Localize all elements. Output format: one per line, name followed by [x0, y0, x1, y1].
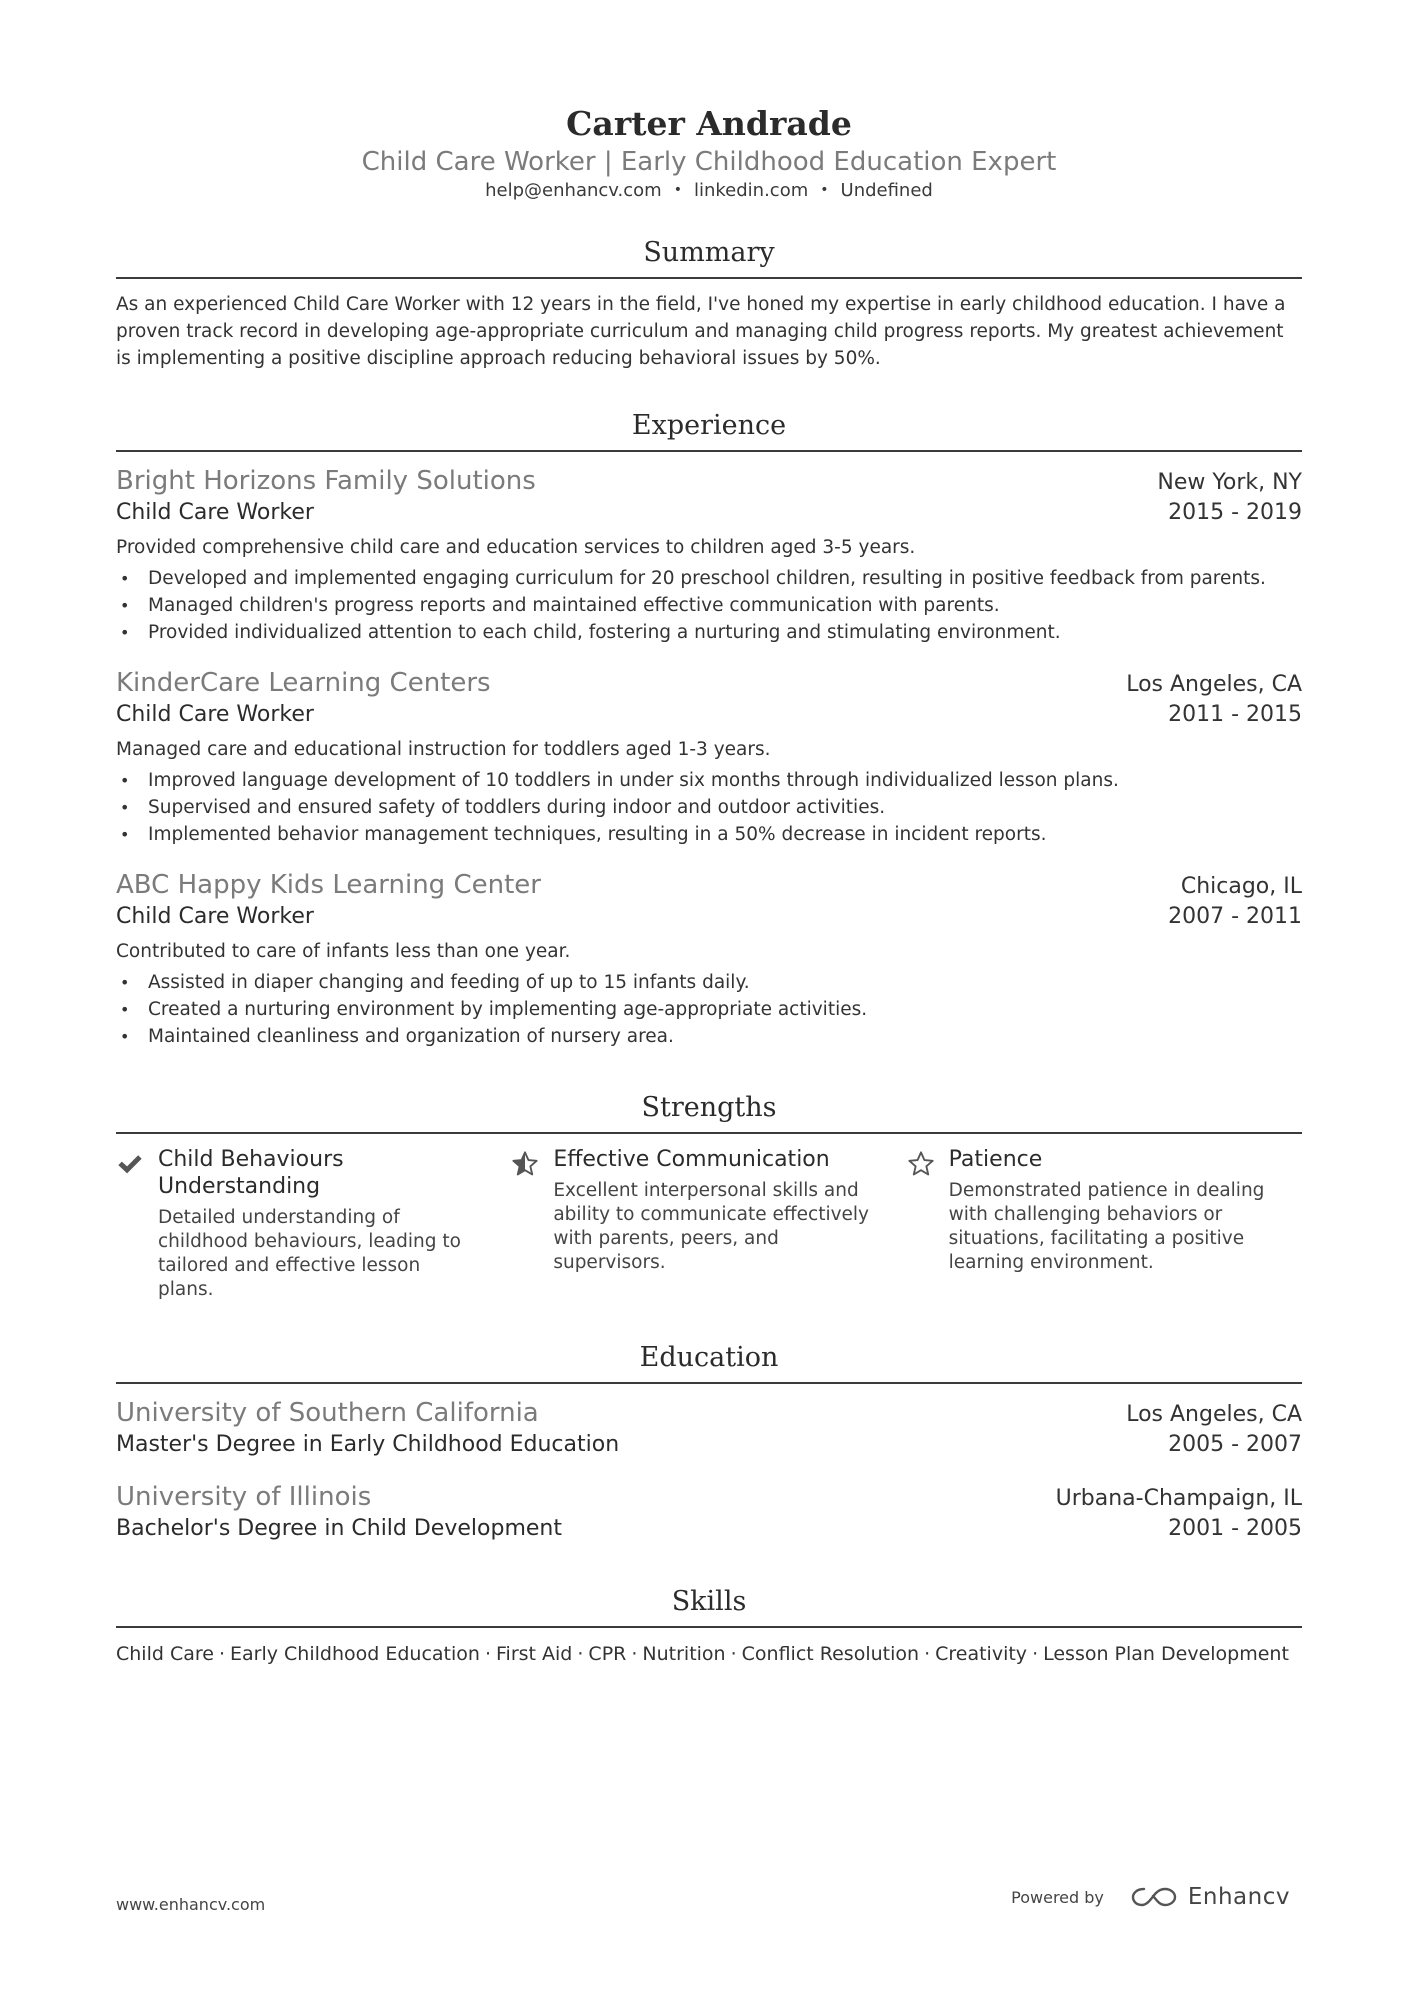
contact-linkedin[interactable]: linkedin.com: [693, 180, 809, 201]
school-location: Urbana-Champaign, IL: [1055, 1486, 1302, 1511]
list-item: • Supervised and ensured safety of toddlers during indoor and outdoor activities.: [116, 794, 1302, 821]
job-location: Chicago, IL: [1180, 874, 1302, 899]
job-dates: 2011 - 2015: [1168, 702, 1302, 727]
enhancv-logo-icon: [1130, 1884, 1178, 1910]
skill-item: First Aid: [496, 1643, 573, 1665]
list-item: • Implemented behavior management techniques, resulting in a 50% decrease in incident reports.: [116, 821, 1302, 848]
section-heading-summary: Summary: [116, 235, 1302, 279]
education-entry: [116, 1396, 1302, 1460]
job-company: ABC Happy Kids Learning Center: [116, 870, 541, 900]
job-entry: [116, 868, 1302, 1050]
education-dates: 2001 - 2005: [1168, 1516, 1302, 1541]
contact-line: [116, 178, 1302, 205]
job-dates: 2007 - 2011: [1168, 904, 1302, 929]
skills-list: Child Care · Early Childhood Education · First Aid · CPR · Nutrition · Conflict Resolution · Creativity · Lesson Plan Development: [116, 1643, 1289, 1665]
contact-location: Undefined: [840, 180, 933, 201]
bullet-icon: •: [120, 623, 130, 642]
footer-website[interactable]: www.enhancv.com: [116, 1895, 266, 1914]
skill-item: Creativity: [935, 1643, 1028, 1665]
list-item: • Assisted in diaper changing and feeding of up to 15 infants daily.: [116, 969, 1302, 996]
skill-item: Lesson Plan Development: [1043, 1643, 1289, 1665]
list-item: • Developed and implemented engaging curriculum for 20 preschool children, resulting in positive feedback from parents.: [116, 565, 1302, 592]
bullet-icon: •: [120, 771, 130, 790]
skill-item: Nutrition: [642, 1643, 726, 1665]
strength-item: [907, 1146, 1302, 1302]
candidate-name: Carter Andrade: [566, 104, 852, 143]
summary-section: [116, 235, 1302, 372]
bullet-icon: •: [120, 569, 130, 588]
education-dates: 2005 - 2007: [1168, 1432, 1302, 1457]
separator-dot: •: [820, 182, 829, 198]
separator-dot: •: [673, 182, 682, 198]
bullet-icon: •: [120, 973, 130, 992]
skill-item: Early Childhood Education: [230, 1643, 480, 1665]
candidate-title: Child Care Worker | Early Childhood Education Expert: [361, 147, 1057, 177]
strengths-grid: [116, 1146, 1302, 1302]
job-description: Contributed to care of infants less than one year.: [116, 941, 571, 962]
footer-branding: [1011, 1884, 1290, 1910]
brand-name: Enhancv: [1187, 1884, 1290, 1910]
job-bullets: [116, 767, 1302, 848]
strength-item: [511, 1146, 906, 1302]
experience-section: [116, 408, 1302, 1050]
powered-by-label: Powered by: [1011, 1887, 1104, 1907]
resume-page: [116, 104, 1302, 1668]
section-heading-education: Education: [116, 1340, 1302, 1384]
section-heading-skills: Skills: [116, 1584, 1302, 1628]
star-half-icon: [511, 1146, 553, 1302]
summary-text: As an experienced Child Care Worker with 12 years in the field, I've honed my expertise in early childhood education. I have a proven track record in developing age-appropriate curriculum and managing child progress reports. My greatest achievement is implementing a positive discipline approach reducing behavioral issues by 50%.: [116, 294, 1286, 369]
list-item: • Improved language development of 10 toddlers in under six months through individualized lesson plans.: [116, 767, 1302, 794]
strengths-section: [116, 1090, 1302, 1302]
job-bullets: [116, 969, 1302, 1050]
degree: Master's Degree in Early Childhood Education: [116, 1432, 620, 1457]
strength-title: Effective Communication: [553, 1147, 830, 1172]
strength-description: Detailed understanding of childhood behaviours, leading to tailored and effective lesson plans.: [158, 1207, 461, 1300]
list-item: • Managed children's progress reports and maintained effective communication with parents.: [116, 592, 1302, 619]
strength-description: Demonstrated patience in dealing with challenging behaviors or situations, facilitating a positive learning environment.: [948, 1180, 1265, 1273]
bullet-icon: •: [120, 825, 130, 844]
job-entry: [116, 464, 1302, 646]
job-entry: [116, 666, 1302, 848]
skills-section: [116, 1584, 1302, 1668]
resume-header: [116, 104, 1302, 205]
job-role: Child Care Worker: [116, 702, 314, 727]
skill-item: Conflict Resolution: [741, 1643, 920, 1665]
degree: Bachelor's Degree in Child Development: [116, 1516, 562, 1541]
job-bullets: [116, 565, 1302, 646]
job-location: New York, NY: [1157, 470, 1302, 495]
bullet-icon: •: [120, 798, 130, 817]
school-name: University of Illinois: [116, 1482, 372, 1512]
checkmark-icon: [116, 1146, 158, 1302]
job-description: Provided comprehensive child care and education services to children aged 3-5 years.: [116, 537, 916, 558]
job-location: Los Angeles, CA: [1126, 672, 1302, 697]
list-item: • Created a nurturing environment by implementing age-appropriate activities.: [116, 996, 1302, 1023]
job-company: KinderCare Learning Centers: [116, 668, 491, 698]
section-heading-strengths: Strengths: [116, 1090, 1302, 1134]
job-role: Child Care Worker: [116, 500, 314, 525]
bullet-icon: •: [120, 596, 130, 615]
contact-email[interactable]: help@enhancv.com: [485, 180, 662, 201]
bullet-icon: •: [120, 1027, 130, 1046]
school-location: Los Angeles, CA: [1126, 1402, 1302, 1427]
strength-title: Patience: [948, 1147, 1043, 1172]
job-role: Child Care Worker: [116, 904, 314, 929]
job-dates: 2015 - 2019: [1168, 500, 1302, 525]
job-description: Managed care and educational instruction for toddlers aged 1-3 years.: [116, 739, 771, 760]
section-heading-experience: Experience: [116, 408, 1302, 452]
strength-description: Excellent interpersonal skills and ability to communicate effectively with parents, peers, and supervisors.: [553, 1180, 870, 1273]
list-item: • Maintained cleanliness and organization of nursery area.: [116, 1023, 1302, 1050]
list-item: • Provided individualized attention to each child, fostering a nurturing and stimulating environment.: [116, 619, 1302, 646]
strength-title: Child Behaviours Understanding: [158, 1147, 344, 1199]
education-entry: [116, 1480, 1302, 1544]
star-outline-icon: [907, 1146, 949, 1302]
job-company: Bright Horizons Family Solutions: [116, 466, 536, 496]
skill-item: Child Care: [116, 1643, 214, 1665]
bullet-icon: •: [120, 1000, 130, 1019]
skill-item: CPR: [588, 1643, 627, 1665]
education-section: [116, 1340, 1302, 1544]
strength-item: [116, 1146, 511, 1302]
school-name: University of Southern California: [116, 1398, 539, 1428]
